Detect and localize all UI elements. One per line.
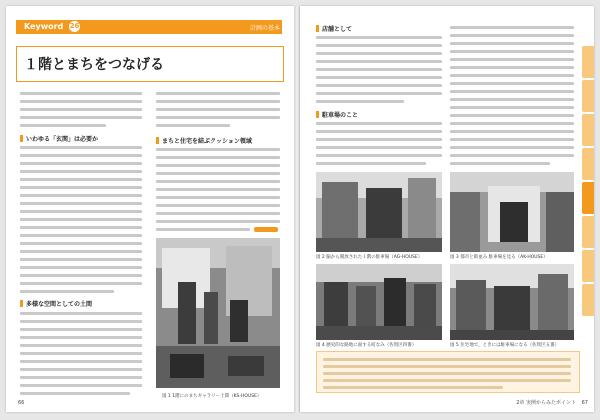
photo-caption: 図 4 歴史的な路地に面する町なみ（佐賀区四番） [316, 343, 417, 348]
keyword-number-badge: 26 [69, 22, 80, 30]
chapter-tab[interactable] [582, 250, 594, 282]
chapter-tab[interactable] [582, 148, 594, 180]
chapter-tab[interactable] [582, 80, 594, 112]
section-heading: 多様な空間としての土間 [20, 299, 92, 308]
section-heading: いわゆる「玄関」は必要か [20, 134, 98, 143]
page-title: １階とまちをつなげる [24, 57, 164, 73]
parking-photo-1 [316, 172, 442, 252]
chapter-tab[interactable] [582, 46, 594, 78]
section-heading: 店舗として [316, 24, 352, 33]
photo-caption: 図 2 脇から開放された１階の駐車場（AG-HOUSE） [316, 255, 423, 260]
footer-chapter-label: 2章 実例からみたポイント [516, 400, 576, 406]
chapter-tab[interactable] [582, 284, 594, 316]
keyword-reference-tag [254, 227, 278, 232]
section-heading: 駐車場のこと [316, 110, 358, 119]
photo-caption: 図 1 1階にのまちギャラリー土間（KS-HOUSE） [162, 394, 262, 399]
right-page [300, 6, 594, 412]
page-number: 67 [581, 400, 588, 406]
chapter-tab[interactable] [582, 216, 594, 248]
chapter-tab-active[interactable] [582, 182, 594, 214]
photo-caption: 図 3 都市と街並み 駐車場を見る（AK-HOUSE） [450, 255, 548, 260]
chapter-tab[interactable] [582, 114, 594, 146]
gallery-entrance-photo [156, 238, 280, 388]
street-photo-1 [316, 264, 442, 340]
category-label: 計画の基本 [249, 25, 280, 32]
keyword-text: Keyword [24, 22, 64, 31]
parking-photo-2 [450, 172, 574, 252]
photo-caption: 図 5 住宅地で、ときには駐車場になる（佐賀区五番） [450, 343, 560, 348]
section-heading: まちと住宅を結ぶクッション領域 [156, 136, 252, 145]
chapter-tabs [582, 46, 594, 318]
notes-box [316, 351, 580, 393]
keyword-label [24, 21, 80, 32]
street-photo-2 [450, 264, 574, 340]
page-number: 66 [18, 400, 25, 406]
left-page [6, 6, 294, 412]
